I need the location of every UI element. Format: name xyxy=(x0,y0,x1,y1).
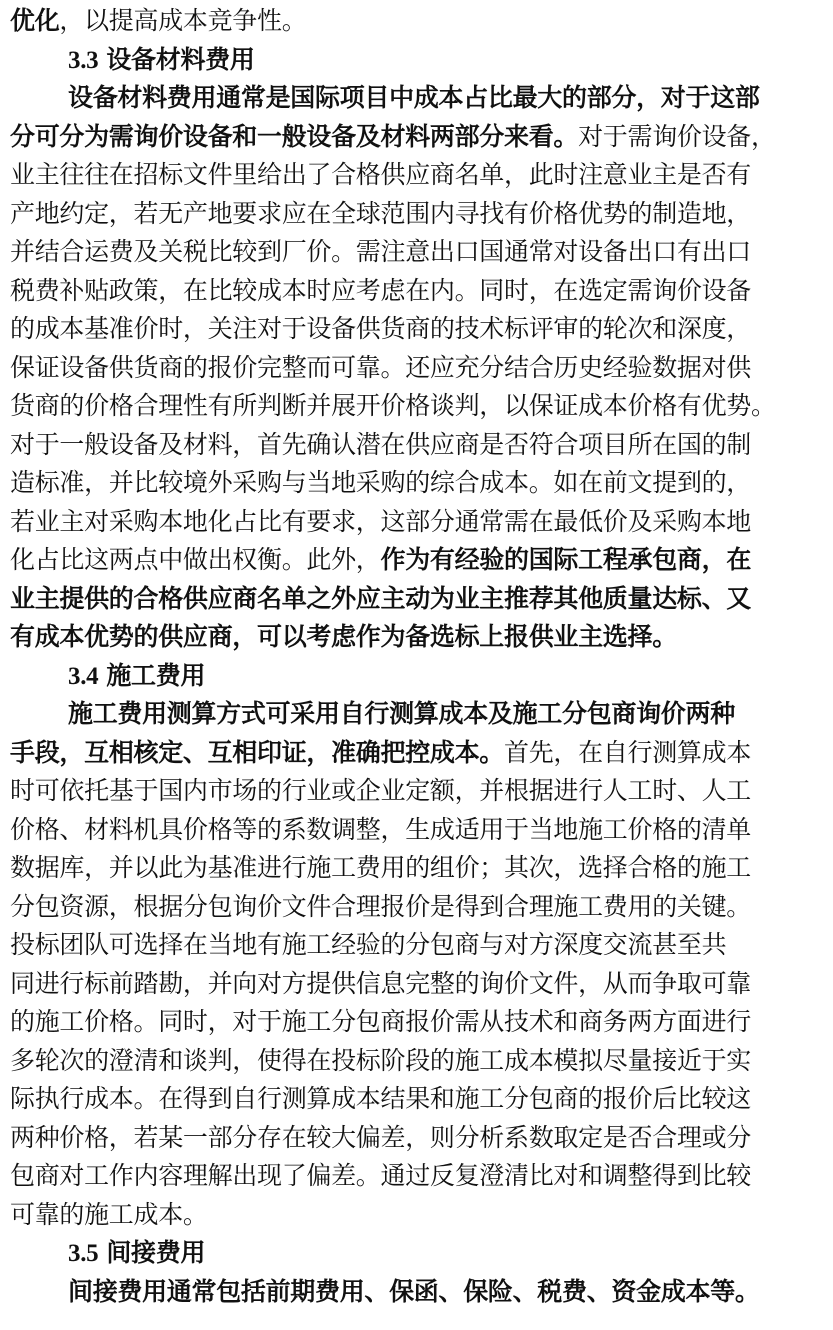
body-text: 首先，在自行测算成本 xyxy=(504,737,752,767)
paragraph-line: 设备材料费用通常是国际项目中成本占比最大的部分，对于这部 xyxy=(68,83,760,112)
paragraph-line: 保证设备供货商的报价完整而可靠。还应充分结合历史经验数据对供 xyxy=(10,352,752,382)
paragraph-line: 若业主对采购本地化占比有要求，这部分通常需在最低价及采购本地 xyxy=(10,506,752,536)
paragraph-line: 施工费用测算方式可采用自行测算成本及施工分包商询价两种 xyxy=(68,699,735,728)
body-text: 化占比这两点中做出权衡。此外， xyxy=(10,545,381,574)
paragraph-line: 分包资源，根据分包询价文件合理报价是得到合理施工费用的关键。 xyxy=(10,891,752,921)
bold-text: 分可分为需询价设备和一般设备及材料两部分来看。 xyxy=(10,121,579,151)
paragraph-line: 的施工价格。同时，对于施工分包商报价需从技术和商务两方面进行 xyxy=(10,1007,752,1036)
paragraph-line xyxy=(10,734,823,773)
paragraph-line: 时可依托基于国内市场的行业或企业定额，并根据进行人工时、人工 xyxy=(10,776,752,805)
paragraph-line: 业主往往在招标文件里给出了合格供应商名单，此时注意业主是否有 xyxy=(10,160,752,189)
paragraph-line: 同进行标前踏勘，并向对方提供信息完整的询价文件，从而争取可靠 xyxy=(10,968,752,998)
paragraph-line: 包商对工作内容理解出现了偏差。通过反复澄清比对和调整得到比较 xyxy=(10,1161,752,1190)
paragraph-line: 多轮次的澄清和谈判，使得在投标阶段的施工成本模拟尽量接近于实 xyxy=(10,1045,752,1075)
paragraph-intro-line xyxy=(10,2,823,41)
section-number: 3.4 xyxy=(68,662,99,690)
bold-text: 优化 xyxy=(10,6,60,35)
body-text: ，以提高成本竞争性。 xyxy=(59,6,307,35)
document-page xyxy=(10,2,823,1311)
section-heading-3-4 xyxy=(10,657,823,696)
section-title: 施工费用 xyxy=(106,660,206,690)
body-text: 对于需询价设备， xyxy=(578,121,776,151)
section-heading-3-5 xyxy=(10,1234,823,1273)
paragraph-line: 产地约定，若无产地要求应在全球范围内寻找有价格优势的制造地， xyxy=(10,198,752,228)
paragraph-line: 并结合运费及关税比较到厂价。需注意出口国通常对设备出口有出口 xyxy=(10,237,752,266)
section-number: 3.3 xyxy=(68,46,99,74)
paragraph-line xyxy=(10,541,823,580)
paragraph-line: 造标准，并比较境外采购与当地采购的综合成本。如在前文提到的， xyxy=(10,468,752,497)
paragraph-line: 价格、材料机具价格等的系数调整，生成适用于当地施工价格的清单 xyxy=(10,814,752,844)
paragraph-line: 间接费用通常包括前期费用、保函、保险、税费、资金成本等。 xyxy=(68,1276,760,1306)
paragraph-line: 两种价格，若某一部分存在较大偏差，则分析系数取定是否合理或分 xyxy=(10,1122,752,1152)
paragraph-line xyxy=(10,118,823,157)
bold-text: 手段，互相核定、互相印证，准确把控成本。 xyxy=(10,737,505,767)
section-title: 间接费用 xyxy=(106,1238,206,1267)
paragraph-line: 数据库，并以此为基准进行施工费用的组价；其次，选择合格的施工 xyxy=(10,853,752,882)
paragraph-line: 际执行成本。在得到自行测算成本结果和施工分包商的报价后比较这 xyxy=(10,1084,752,1113)
paragraph-line: 货商的价格合理性有所判断并展开价格谈判，以保证成本价格有优势。 xyxy=(10,391,776,420)
bold-text: 作为有经验的国际工程承包商，在 xyxy=(380,545,752,574)
paragraph-line: 对于一般设备及材料，首先确认潜在供应商是否符合项目所在国的制 xyxy=(10,429,752,459)
paragraph-line: 投标团队可选择在当地有施工经验的分包商与对方深度交流甚至共 xyxy=(10,930,727,959)
paragraph-line: 可靠的施工成本。 xyxy=(10,1199,208,1229)
section-heading-3-3 xyxy=(10,41,823,80)
paragraph-line: 的成本基准价时，关注对于设备供货商的技术标评审的轮次和深度， xyxy=(10,314,752,343)
section-number: 3.5 xyxy=(68,1240,99,1267)
paragraph-line: 业主提供的合格供应商名单之外应主动为业主推荐其他质量达标、又 xyxy=(10,583,752,613)
section-title: 设备材料费用 xyxy=(106,44,255,74)
paragraph-line: 税费补贴政策，在比较成本时应考虑在内。同时，在选定需询价设备 xyxy=(10,275,752,305)
paragraph-line: 有成本优势的供应商，可以考虑作为备选标上报供业主选择。 xyxy=(10,622,677,651)
